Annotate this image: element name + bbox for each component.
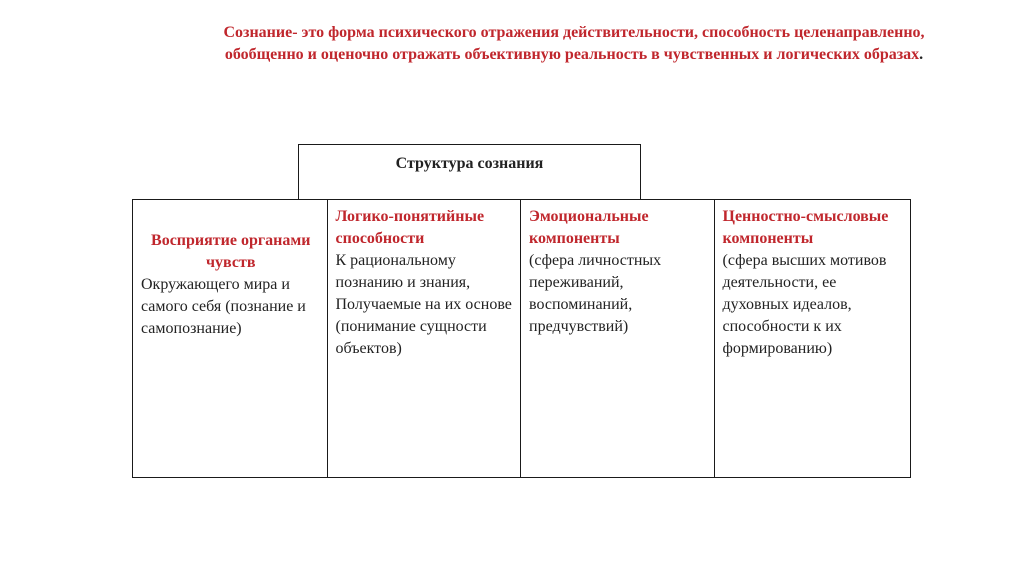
structure-header-box bbox=[298, 144, 641, 199]
component-heading: Восприятие органами чувств bbox=[151, 232, 311, 271]
definition-text bbox=[218, 22, 930, 66]
definition-body: Сознание- это форма психического отражения действительности, способность целенаправленно, обобщенно и оценочно отражать объективную реальность в чувственных и логических образах bbox=[223, 24, 925, 63]
component-text: (сфера высших мотивов деятельности, ее духовных идеалов, способности к их формированию) bbox=[722, 252, 887, 357]
component-cell-logical bbox=[328, 200, 522, 477]
component-cell-value bbox=[715, 200, 911, 477]
component-cell-perception bbox=[133, 200, 328, 477]
components-table bbox=[132, 199, 911, 478]
component-heading: Ценностно-смысловые компоненты bbox=[722, 208, 889, 247]
definition-end-mark: . bbox=[919, 46, 924, 63]
component-heading: Эмоциональные компоненты bbox=[529, 208, 649, 247]
structure-title: Структура сознания bbox=[395, 155, 544, 172]
component-text: (сфера личностных переживаний, воспоминаний, предчувствий) bbox=[529, 252, 662, 335]
component-cell-emotional bbox=[521, 200, 715, 477]
component-text: К рациональному познанию и знания, Получаемые на их основе (понимание сущности объектов) bbox=[335, 252, 512, 357]
component-heading: Логико-понятийные способности bbox=[335, 208, 485, 247]
component-text: Окружающего мира и самого себя (познание и самопознание) bbox=[141, 276, 306, 337]
